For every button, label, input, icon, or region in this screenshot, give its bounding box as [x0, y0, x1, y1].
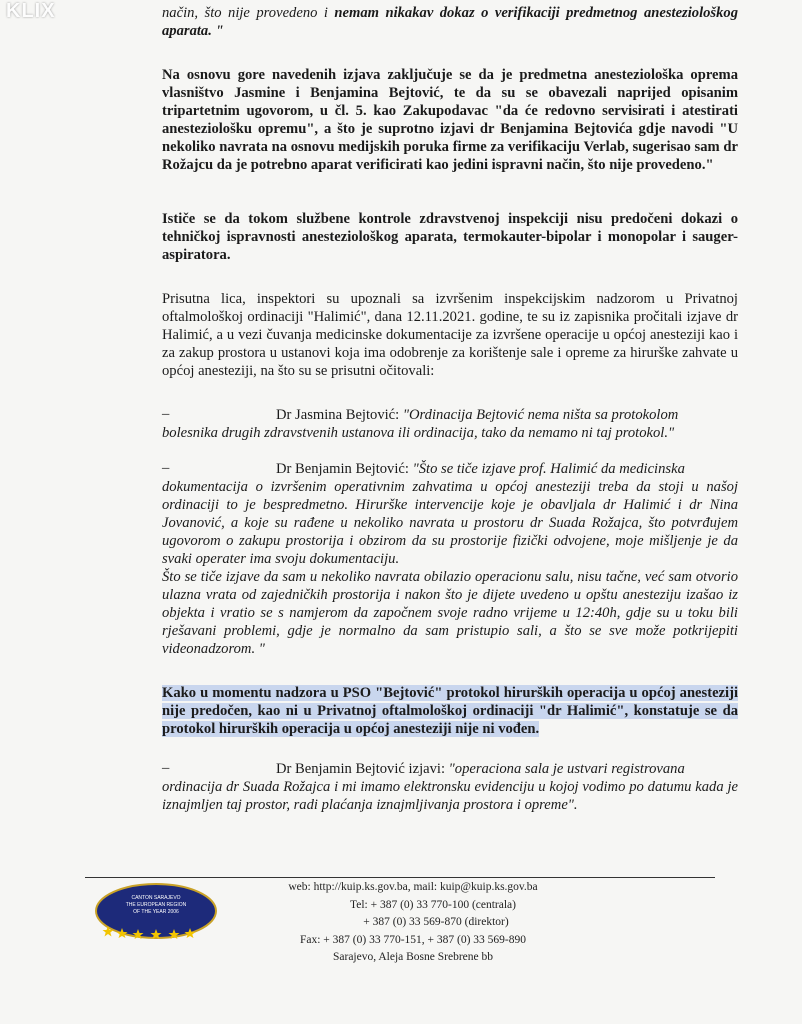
svg-text:THE EUROPEAN REGION: THE EUROPEAN REGION — [125, 902, 187, 908]
list-dash: – — [162, 406, 170, 422]
statement-text-continued: Što se tiče izjave da sam u nekoliko navrata obilazio operacionu salu, nisu tačne, već sam otvorio ulazna vrata od zajedničkih prostorija i nakon što je dijete uvedeno u opštu anesteziju izašao iz objekta i vratio se s namjerom da započnem svoje radno vrijeme u 12:40h, gdje su u toku bili rješavani problemi, gdje je normalno da sam pristupio sali, a što se sve može potkrijepiti videonadzorom. " — [162, 569, 738, 657]
watermark-logo: KLIX — [6, 0, 56, 22]
footer-tel: Tel: + 387 (0) 33 770-100 (centrala) — [350, 898, 516, 911]
canton-sarajevo-logo — [94, 882, 218, 940]
speaker-label: Dr Benjamin Bejtović izjavi: — [276, 761, 449, 777]
footer-tel-director: + 387 (0) 33 569-870 (direktor) — [363, 916, 509, 928]
footer-fax: Fax: + 387 (0) 33 770-151, + 387 (0) 33 569-890 — [299, 933, 527, 946]
paragraph-no-evidence: Ističe se da tokom službene kontrole zdravstvenoj inspekciji nisu predočeni dokazi o tehničkoj ispravnosti anesteziološkog aparata, termokauter-bipolar i monopolar i sauger-aspiratora. — [162, 211, 738, 263]
speaker-label: Dr Benjamin Bejtović: — [276, 461, 413, 477]
statement-text: bolesnika drugih zdravstvenih ustanova ili ordinacija, tako da nemamo ni taj protokol." — [162, 425, 675, 441]
statement-text: dokumentacija o izvršenim operativnim zahvatima u općoj anesteziji treba da stoji u našoj ordinaciji to je bespredmetno. Hirurške intervencije koje je obavljala dr Halimić i dr Nina Jovanović, a koje su rađene u nekoliko navrata u prostoru dr Suada Rožajca, što potvrđujem ugovorom o zakupu prostorija i obzirom da su prostorije fizički odvojene, moje mišljenje je da svaki operater ima svoju dokumentaciju. — [162, 479, 738, 567]
statement-text: ordinacija dr Suada Rožajca i mi imamo elektronsku evidenciju u kojoj vodimo po datumu kada je iznajmljen taj prostor, radi plaćanja iznajmljivanja prostora i opreme". — [162, 779, 738, 813]
svg-text:CANTON SARAJEVO: CANTON SARAJEVO — [131, 895, 181, 901]
speaker-label: Dr Jasmina Bejtović: — [276, 407, 403, 423]
footer-contact — [248, 879, 578, 967]
statement-line: "Što se tiče izjave prof. Halimić da medicinska — [412, 461, 685, 477]
list-dash: – — [162, 760, 170, 776]
svg-text:OF THE YEAR 2006: OF THE YEAR 2006 — [133, 909, 179, 915]
paragraph-conclusion-equipment: Na osnovu gore navedenih izjava zaključuje se da je predmetna anesteziološka oprema vlasništvo Jasmine i Benjamina Bejtović, te da su se obavezali naprijed opisanim tripartetnim ugovorom, u čl. 5. kao Zakupodavac "da će redovno servisirati i atestirati anesteziološku opremu", a što je suprotno izjavi dr Benjamina Bejtovića gdje navodi "U nekoliko navrata na osnovu medijskih poruka firme za verifikaciju Verlab, sugerisao sam dr Rožajcu da je potrebno aparat verificirati kao jedini ispravni način, što nije provedeno." — [162, 67, 738, 173]
footer-address: Sarajevo, Aleja Bosne Srebrene bb — [333, 951, 493, 963]
paragraph-present-persons: Prisutna lica, inspektori su upoznali sa izvršenim inspekcijskim nadzorom u Privatnoj oftalmološkoj ordinaciji "Halimić", dana 12.11.2021. godine, te su iz zapisnika pročitali izjave dr Halimić, a u vezi čuvanja medicinske dokumentacije za izvršene operacije u općoj anesteziji kao i za zakup prostora u ustanovi koja ima odobrenje za korištenje sale i opreme za hirurške zahvate u općoj anesteziji, na što su se prisutni očitovali: — [162, 291, 738, 379]
statement-line: "operaciona sala je ustvari registrovana — [448, 761, 685, 777]
list-dash: – — [162, 460, 170, 476]
footer-divider — [85, 877, 715, 878]
paragraph-continuation: način, što nije provedeno i nemam nikakav dokaz o verifikaciji predmetnog anesteziološkog aparata. " — [162, 5, 738, 39]
statement-line: "Ordinacija Bejtović nema ništa sa protokolom — [402, 407, 679, 423]
paragraph-highlighted-conclusion: Kako u momentu nadzora u PSO "Bejtović" protokol hirurških operacija u općoj anesteziji nije predočen, kao ni u Privatnoj oftalmološkoj ordinaciji "dr Halimić", konstatuje se da protokol hirurških operacija u općoj anesteziji nije ni vođen. — [162, 685, 738, 737]
footer-web-mail: web: http://kuip.ks.gov.ba, mail: kuip@kuip.ks.gov.ba — [288, 881, 538, 893]
